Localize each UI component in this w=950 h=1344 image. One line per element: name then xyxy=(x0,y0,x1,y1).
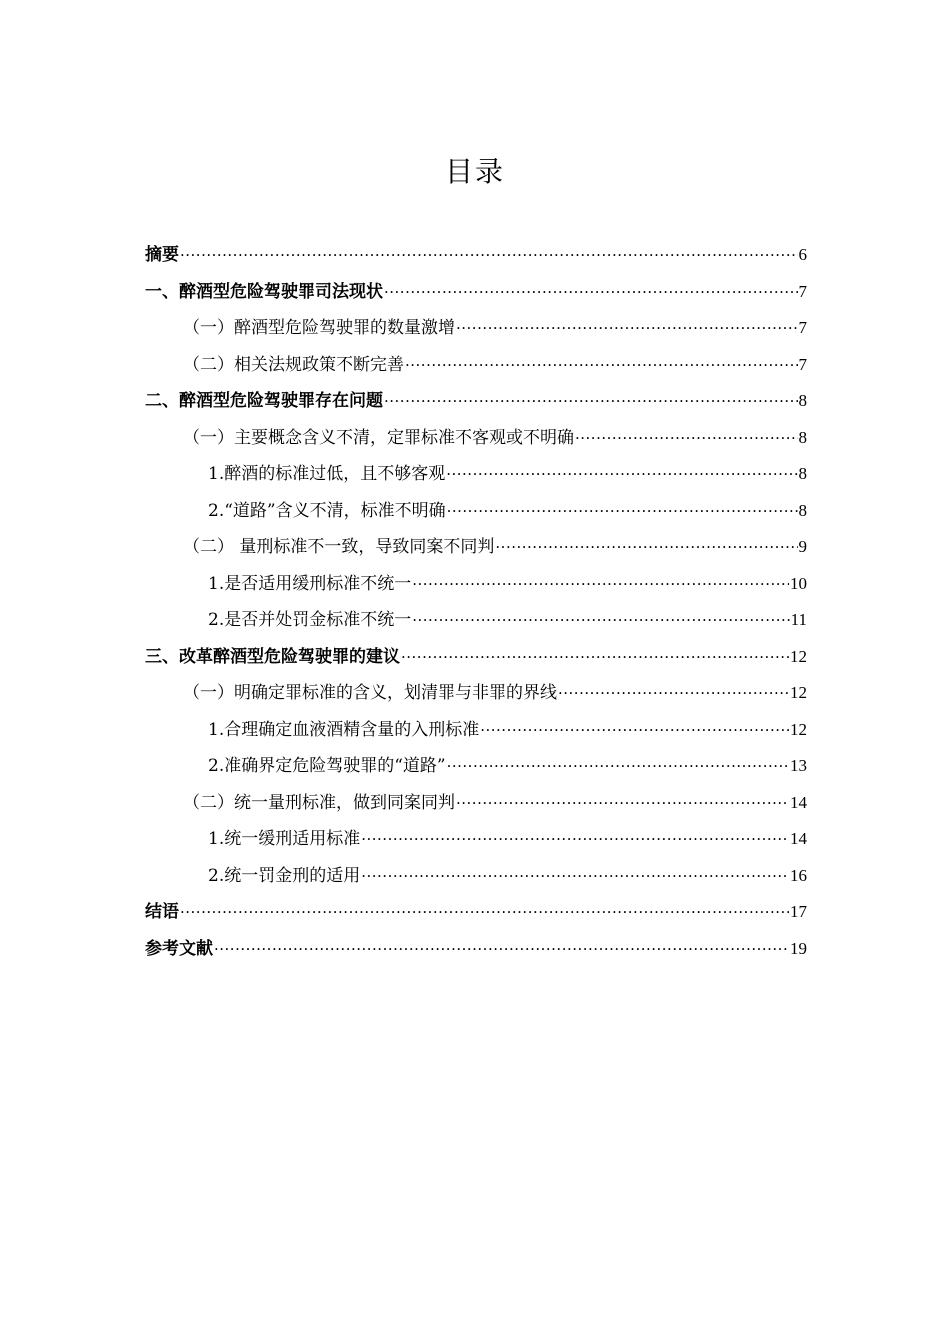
toc-entry[interactable] xyxy=(145,529,807,566)
toc-dot-leader xyxy=(447,748,789,785)
toc-entry-text: （一）主要概念含义不清，定罪标准不客观或不明确 xyxy=(183,427,574,448)
toc-title: 目录 xyxy=(444,155,505,188)
toc-entry[interactable] xyxy=(145,821,807,858)
toc-dot-leader xyxy=(456,785,789,822)
toc-entry-text: 一、醉酒型危险驾驶罪司法现状 xyxy=(145,281,383,302)
toc-entry-text: 1.统一缓刑适用标准 xyxy=(208,829,361,849)
toc-entry-text: 1.合理确定血液酒精含量的入刑标准 xyxy=(208,719,480,740)
toc-dot-leader xyxy=(446,456,797,493)
toc-entry-text: 2.统一罚金刑的适用 xyxy=(208,865,361,886)
toc-entry[interactable] xyxy=(145,785,807,822)
toc-entry-text: 1.醉酒的标准过低，且不够客观 xyxy=(208,464,446,484)
toc-entry[interactable] xyxy=(145,237,807,274)
toc-entry[interactable] xyxy=(145,639,807,676)
toc-dot-leader xyxy=(412,602,789,639)
toc-dot-leader xyxy=(214,931,789,968)
toc-entry[interactable] xyxy=(145,383,807,420)
toc-page-number: 7 xyxy=(798,354,807,374)
toc-entry[interactable] xyxy=(145,931,807,968)
toc-entry-text: 2.准确界定危险驾驶罪的“道路” xyxy=(208,756,446,776)
toc-dot-leader xyxy=(480,712,789,749)
toc-page-number: 6 xyxy=(798,245,807,264)
toc-dot-leader xyxy=(495,529,797,566)
toc-entry[interactable] xyxy=(145,748,807,785)
toc-page-number: 9 xyxy=(798,537,807,556)
toc-entry[interactable] xyxy=(145,456,807,493)
toc-entry-text: 2.是否并处罚金标准不统一 xyxy=(208,610,412,630)
toc-page-number: 11 xyxy=(790,610,807,629)
toc-entry-text: 二、醉酒型危险驾驶罪存在问题 xyxy=(145,391,383,411)
toc-entry[interactable] xyxy=(145,493,807,530)
toc-page-number: 12 xyxy=(790,683,807,702)
toc-dot-leader xyxy=(558,675,789,712)
toc-dot-leader xyxy=(384,383,798,420)
toc-entry-text: （一）醉酒型危险驾驶罪的数量激增 xyxy=(183,318,455,338)
toc-page-number: 12 xyxy=(790,646,807,666)
toc-page-number: 8 xyxy=(798,427,807,447)
toc-entry-text: （二） 量刑标准不一致，导致同案不同判 xyxy=(183,537,495,557)
toc-page-number: 16 xyxy=(790,865,807,885)
toc-entry[interactable] xyxy=(145,274,807,311)
toc-page-number: 13 xyxy=(790,756,807,775)
toc-page-number: 8 xyxy=(798,500,807,520)
toc-page-number: 8 xyxy=(798,391,807,410)
toc-entry-text: 2.“道路”含义不清，标准不明确 xyxy=(208,500,446,521)
toc-entry-text: （二）统一量刑标准，做到同案同判 xyxy=(183,792,455,813)
toc-dot-leader xyxy=(361,858,789,895)
toc-dot-leader xyxy=(405,347,798,384)
toc-dot-leader xyxy=(180,237,798,274)
toc-dot-leader xyxy=(412,566,789,603)
toc-page-number: 7 xyxy=(798,281,807,301)
toc-dot-leader xyxy=(361,821,789,858)
toc-dot-leader xyxy=(447,493,798,530)
toc-page-number: 14 xyxy=(790,829,807,848)
toc-entry-text: （一）明确定罪标准的含义，划清罪与非罪的界线 xyxy=(183,683,557,703)
toc-page-number: 14 xyxy=(790,792,807,812)
toc-page-number: 7 xyxy=(798,318,807,337)
toc-entry-text: 摘要 xyxy=(145,245,179,265)
toc-entry-text: 1.是否适用缓刑标准不统一 xyxy=(208,573,412,594)
toc-entry[interactable] xyxy=(145,858,807,895)
toc-entry[interactable] xyxy=(145,347,807,384)
toc-dot-leader xyxy=(384,274,798,311)
table-of-contents xyxy=(145,237,807,967)
toc-dot-leader xyxy=(180,894,789,931)
toc-entry[interactable] xyxy=(145,675,807,712)
toc-entry[interactable] xyxy=(145,420,807,457)
toc-entry[interactable] xyxy=(145,310,807,347)
toc-page-number: 19 xyxy=(790,938,807,958)
toc-entry[interactable] xyxy=(145,894,807,931)
toc-dot-leader xyxy=(456,310,798,347)
toc-entry[interactable] xyxy=(145,566,807,603)
toc-page-number: 17 xyxy=(790,902,807,921)
toc-entry-text: （二）相关法规政策不断完善 xyxy=(183,354,404,375)
toc-page-number: 10 xyxy=(790,573,807,593)
toc-entry-text: 结语 xyxy=(145,902,179,922)
toc-page-number: 8 xyxy=(798,464,807,483)
toc-entry[interactable] xyxy=(145,602,807,639)
toc-page-number: 12 xyxy=(790,719,807,739)
toc-entry-text: 参考文献 xyxy=(145,938,213,959)
toc-dot-leader xyxy=(575,420,798,457)
toc-entry-text: 三、改革醉酒型危险驾驶罪的建议 xyxy=(145,646,400,667)
toc-dot-leader xyxy=(401,639,789,676)
toc-entry[interactable] xyxy=(145,712,807,749)
